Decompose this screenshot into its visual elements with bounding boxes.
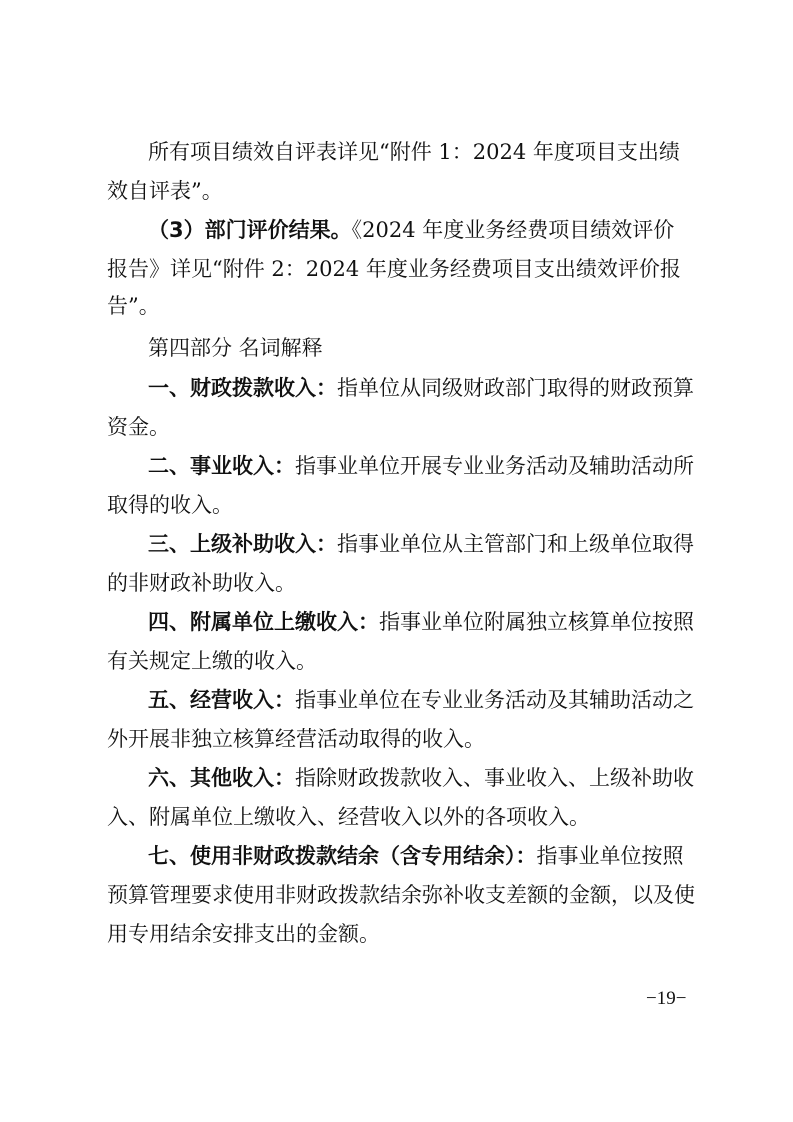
term-name: 一、财政拨款收入：	[148, 376, 337, 400]
term-definition: 指事业单位按照	[536, 844, 684, 868]
term-line	[148, 607, 694, 637]
text-line: 所有项目绩效自评表详见“附件 1：2024 年度项目支出绩	[148, 140, 680, 164]
text-line: 入、附属单位上缴收入、经营收入以外的各项收入。	[107, 805, 590, 829]
term-definition: 指事业单位开展专业业务活动及辅助活动所	[295, 454, 694, 478]
text-line: 效自评表”。	[107, 179, 223, 203]
term-line	[148, 373, 694, 403]
term-name: 七、使用非财政拨款结余（含专用结余）：	[148, 844, 537, 868]
term-line	[148, 529, 694, 559]
term-name: 四、附属单位上缴收入：	[148, 610, 379, 634]
text-line	[148, 215, 674, 245]
text-line: 用专用结余安排支出的金额。	[107, 922, 380, 946]
text-line: 的非财政补助收入。	[107, 571, 296, 595]
term-name: 三、上级补助收入：	[148, 532, 337, 556]
term-definition: 指事业单位在专业业务活动及其辅助活动之	[295, 688, 694, 712]
text-line: 外开展非独立核算经营活动取得的收入。	[107, 727, 485, 751]
term-definition: 指事业单位从主管部门和上级单位取得	[337, 532, 694, 556]
page-number: −19−	[646, 988, 687, 1009]
term-name: 六、其他收入：	[148, 766, 295, 790]
item-text: 《2024 年度业务经费项目绩效评价	[351, 218, 675, 242]
text-line: 取得的收入。	[107, 493, 233, 517]
text-line: 预算管理要求使用非财政拨款结余弥补收支差额的金额，以及使	[107, 883, 695, 907]
text-line: 有关规定上缴的收入。	[107, 649, 317, 673]
term-line	[148, 451, 694, 481]
term-line	[148, 841, 684, 871]
term-definition: 指单位从同级财政部门取得的财政预算	[337, 376, 694, 400]
term-name: 五、经营收入：	[148, 688, 295, 712]
term-definition: 指事业单位附属独立核算单位按照	[379, 610, 694, 634]
term-line	[148, 763, 694, 793]
item-heading: （3）部门评价结果。	[148, 218, 352, 242]
text-line: 报告》详见“附件 2：2024 年度业务经费项目支出绩效评价报	[107, 257, 681, 281]
term-definition: 指除财政拨款收入、事业收入、上级补助收	[295, 766, 694, 790]
term-line	[148, 685, 694, 715]
term-name: 二、事业收入：	[148, 454, 295, 478]
text-line: 告”。	[107, 294, 160, 318]
section-title: 第四部分 名词解释	[148, 336, 323, 360]
text-line: 资金。	[107, 415, 170, 439]
